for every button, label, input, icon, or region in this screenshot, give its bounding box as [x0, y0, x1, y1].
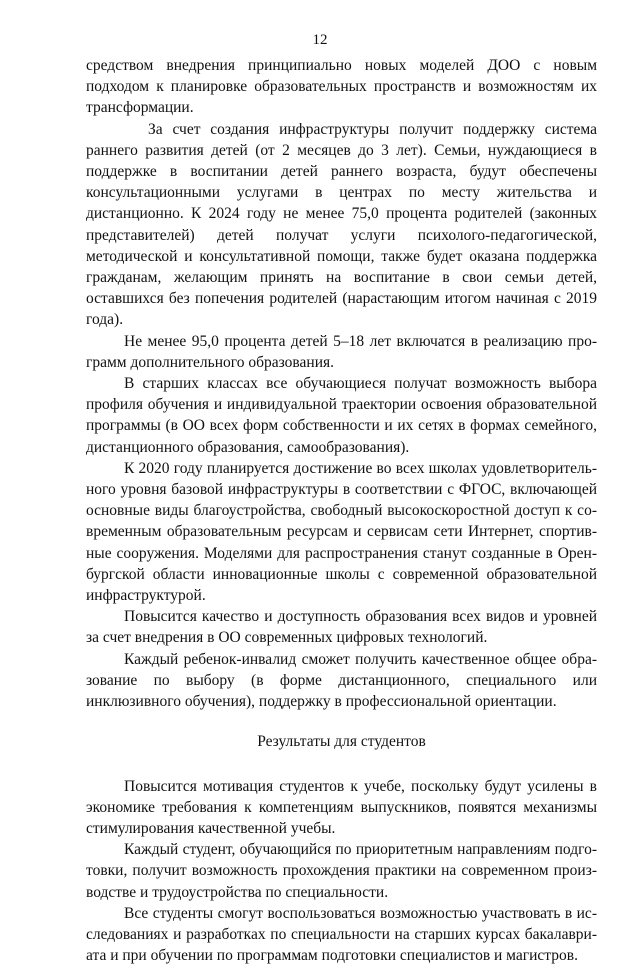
paragraph-continuation: средством внедрения принципиально новых моделей ДОО с новым подходом к планировке образовательных пространств и возможностям их трансформации.	[86, 57, 597, 117]
paragraph-school-infrastructure: К 2020 году планируется достижение во всех школах удовлетворительного уровня базовой инфраструктуры в соответствии с ФГОС, включающей основные виды благоустройства, свободный высокоскоростной доступ к современным образовательным ресурсам и сервисам сети Интернет, спортивные сооружения. Моделями для распространения станут созданные в Оренбургской области инновационные школы с современной образовательной инфраструктурой.	[86, 459, 597, 605]
document-body	[86, 55, 597, 966]
paragraph-student-motivation: Повысится мотивация студентов к учебе, поскольку будут усилены в экономике требования к компетенциям выпускников, появятся механизмы стимулирования качественной учебы.	[86, 777, 597, 837]
paragraph-additional-education: Не менее 95,0 процента детей 5–18 лет включатся в реализацию программ дополнительного образования.	[86, 332, 597, 371]
paragraph-disabled-children: Каждый ребенок-инвалид сможет получить качественное общее образование по выбору (в форме дистанционного, специального или инклюзивного обучения), поддержку в профессиональной ориентации.	[86, 650, 597, 711]
paragraph-digital-technologies: Повысится качество и доступность образования всех видов и уровней за счет внедрения в ОО современных цифровых технологий.	[86, 608, 597, 647]
page-number: 12	[312, 32, 328, 48]
paragraph-senior-classes: В старших классах все обучающиеся получат возможность выбора профиля обучения и индивидуальной траектории освоения образовательной программы (в ОО всех форм собственности и их сетях в формах семейного, дистанционного образования, самообразования).	[86, 375, 597, 456]
section-title-students: Результаты для студентов	[257, 733, 426, 751]
paragraph-student-practice: Каждый студент, обучающийся по приоритетным направлениям подготовки, получит возможность прохождения практики на современном производстве и трудоустройства по специальности.	[86, 841, 597, 901]
paragraph-student-research: Все студенты смогут воспользоваться возможностью участвовать в исследованиях и разработках по специальности на старших курсах бакалавриата и при обучении по программам подготовки специалистов и магистров.	[86, 904, 597, 965]
paragraph-early-development: За счет создания инфраструктуры получит поддержку система раннего развития детей (от 2 месяцев до 3 лет). Семьи, нуждающиеся в поддержке в воспитании детей раннего возраста, будут обеспечены консультационными услугами в центрах по месту жительства и дистанционно. К 2024 году не менее 75,0 процента родителей (законных представителей) детей получат услуги психолого-педагогической, методической и консультативной помощи, также будет оказана поддержка гражданам, желающим принять на воспитание в свои семьи детей, оставшихся без попечения родителей (нарастающим итогом начиная с 2019 года).	[86, 120, 597, 329]
